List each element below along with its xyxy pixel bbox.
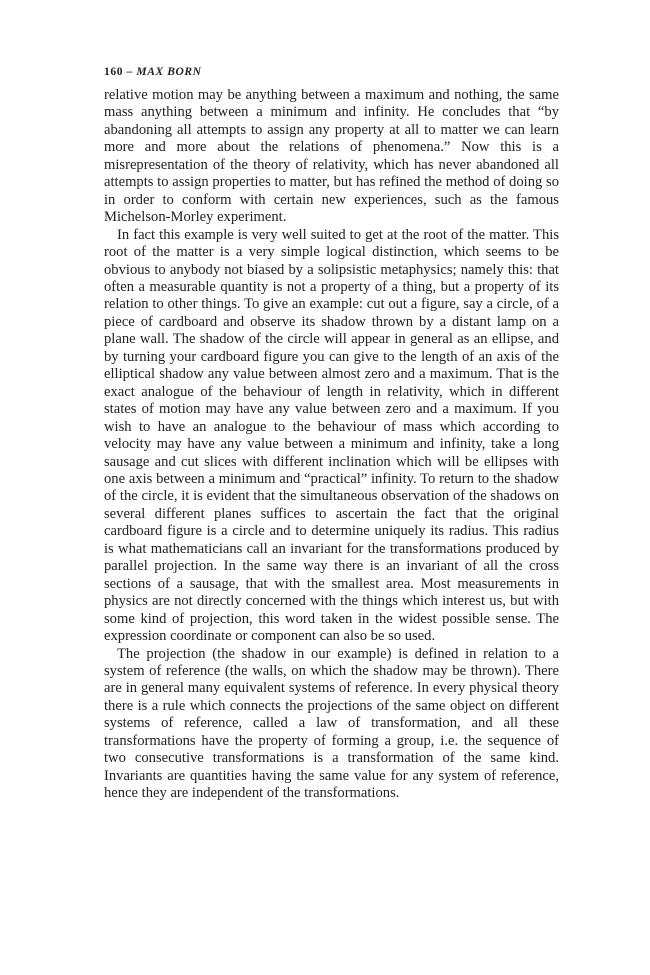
body-text bbox=[104, 87, 559, 803]
running-head bbox=[104, 66, 559, 78]
running-head-author: MAX BORN bbox=[136, 66, 202, 78]
running-head-separator: – bbox=[126, 66, 133, 78]
paragraph: In fact this example is very well suited to get at the root of the matter. This root of the matter is a very simple logical distinction, which seems to be obvious to anybody not biased by a solipsistic metaphysics; namely this: that often a measurable quantity is not a property of a thing, but a property of its relation to other things. To give an example: cut out a figure, say a circle, of a piece of cardboard and observe its shadow thrown by a distant lamp on a plane wall. The shadow of the circle will appear in general as an ellipse, and by turning your cardboard figure you can give to the length of an axis of the elliptical shadow any value between almost zero and a maximum. That is the exact analogue of the behaviour of length in relativity, which in different states of motion may have any value between zero and a maximum. If you wish to have an analogue to the behaviour of mass which according to velocity may have any value between a minimum and infinity, take a long sausage and cut slices with different inclination which will be ellipses with one axis between a minimum and “practical” infinity. To return to the shadow of the circle, it is evident that the simultaneous observation of the shadows on several different planes suffices to ascertain the fact that the original cardboard figure is a circle and to determine uniquely its radius. This radius is what mathematicians call an invariant for the transformations produced by parallel projection. In the same way there is an invariant of all the cross sections of a sausage, that with the smallest area. Most measurements in physics are not directly concerned with the things which interest us, but with some kind of projection, this word taken in the widest possible sense. The expression coordinate or component can also be so used. bbox=[104, 226, 559, 645]
paragraph: The projection (the shadow in our example) is defined in relation to a system of reference (the walls, on which the shadow may be thrown). There are in general many equivalent systems of reference. In every physical theory there is a rule which connects the projections of the same object on different systems of reference, called a law of transformation, and all these transformations have the property of forming a group, i.e. the sequence of two consecutive transformations is a transformation of the same kind. Invariants are quantities having the same value for any system of reference, hence they are independent of the transformations. bbox=[104, 645, 559, 802]
paragraph: relative motion may be anything between a maximum and nothing, the same mass anything between a minimum and infinity. He concludes that “by abandoning all attempts to assign any property at all to matter we can learn more and more about the relations of phenomena.” Now this is a misrepresentation of the theory of relativity, which has never abandoned all attempts to assign properties to matter, but has refined the method of doing so in order to conform with certain new experiences, such as the famous Michelson-Morley experiment. bbox=[104, 87, 559, 226]
page-number: 160 bbox=[104, 66, 124, 78]
book-page bbox=[104, 66, 559, 803]
